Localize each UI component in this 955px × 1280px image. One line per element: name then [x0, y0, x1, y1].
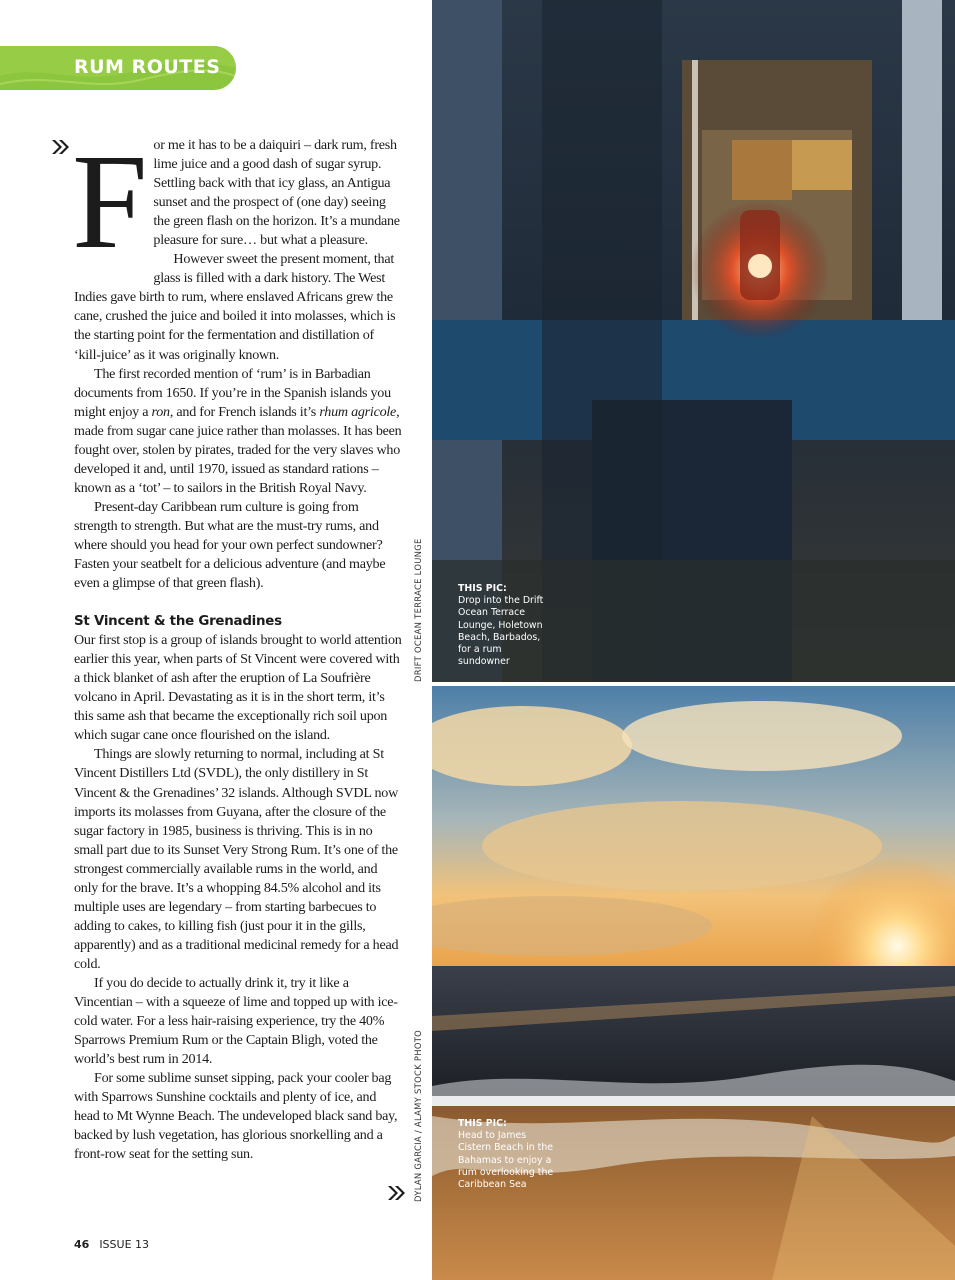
section-heading: St Vincent & the Grenadines [74, 614, 282, 630]
paragraph-intro: For me it has to be a daiquiri – dark rum, fresh lime juice and a good dash of sugar syrup. Settling back with that icy glass, an Antigua sunset and the prospect of (one day) seeing the green flash on the horizon. It’s a mundane pleasure for sure… but what a pleasure. [72, 127, 400, 277]
paragraph: If you do decide to actually drink it, try it like a Vincentian – with a squeeze of lime and topped up with ice-cold water. For a less hair-raising experience, try the 40% Sparrows Premium Rum or the Captain Bligh, voted the world’s best rum in 2014. [74, 974, 398, 1068]
photo-credit-top: DRIFT OCEAN TERRACE LOUNGE [413, 538, 423, 682]
section-title: RUM ROUTES [74, 56, 221, 78]
paragraph: Things are slowly returning to normal, including at St Vincent Distillers Ltd (SVDL), the only distillery in St Vincent & the Grenadines’ 32 islands. Although SVDL now imports its molasses from Guyana, after the closure of the sugar factory in 1985, business is thriving. This is in no small part due to its Sunset Very Strong Rum. It’s one of the strongest commercially available rums in the world, and only for the brave. It’s a whopping 84.5% alcohol and its multiple uses are legendary – from starting barbecues to adding to cakes, to killing fish (just pour it in the gills, apparently) and as a traditional medicinal remedy for a head cold. [74, 746, 399, 972]
paragraph: Present-day Caribbean rum culture is going from strength to strength. But what are the must-try rums, and where should you head for your own perfect sundowner? Fasten your seatbelt for a delicious adventure (and maybe even a glimpse of that green flash). [74, 498, 386, 592]
terrace-lounge-illustration [432, 0, 955, 682]
paragraph: The first recorded mention of ‘rum’ is in Barbadian documents from 1650. If you’re in the Spanish islands you might enjoy a ron, and for French islands it’s rhum agricole, made from sugar cane juice rather than molasses. It has been fought over, stolen by pirates, traded for the very slaves who developed it and, until 1970, issued as standard rations – known as a ‘tot’ – to sailors in the British Royal Navy. [74, 365, 402, 496]
caption-label: THIS PIC: [458, 1118, 507, 1129]
caption-top [458, 583, 554, 668]
continue-arrow-icon [388, 1186, 406, 1200]
photo-credit-bottom: DYLAN GARCIA / ALAMY STOCK PHOTO [413, 1029, 423, 1202]
drop-cap: F [72, 127, 148, 277]
page-number: 46 [74, 1238, 90, 1251]
caption-text: Head to James Cistern Beach in the Bahamas to enjoy a rum overlooking the Caribbean Sea [458, 1130, 554, 1191]
paragraph: Our first stop is a group of islands brought to world attention earlier this year, when parts of St Vincent were covered with a thick blanket of ash after the eruption of La Soufrière volcano in April. Devastating as it is in the short term, it’s this same ash that became the exceptionally rich soil upon which sugar cane once flourished on the island. [74, 632, 402, 744]
section-banner [0, 46, 236, 90]
caption-bottom [458, 1118, 554, 1191]
paragraph: For some sublime sunset sipping, pack your cooler bag with Sparrows Sunshine cocktails and plenty of ice, and head to Mt Wynne Beach. The undeveloped black sand bay, backed by lush vegetation, has glorious snorkelling and a front-row seat for the setting sun. [74, 1070, 398, 1163]
start-arrow-icon [52, 140, 70, 154]
issue-label: ISSUE 13 [99, 1238, 150, 1251]
caption-text: Drop into the Drift Ocean Terrace Lounge, Holetown Beach, Barbados, for a rum sundowner [458, 595, 544, 668]
photo-terrace-lounge [432, 0, 955, 682]
caption-label: THIS PIC: [458, 583, 507, 594]
paragraph: However sweet the present moment, that glass is filled with a dark history. The West Indies gave birth to rum, where enslaved Africans grew the cane, crushed the juice and boiled it into molasses, which is the starting point for the fermentation and distillation of ‘kill-juice’ as it was originally known. [74, 251, 396, 363]
page-footer [74, 1238, 149, 1251]
article-body [72, 127, 402, 1164]
